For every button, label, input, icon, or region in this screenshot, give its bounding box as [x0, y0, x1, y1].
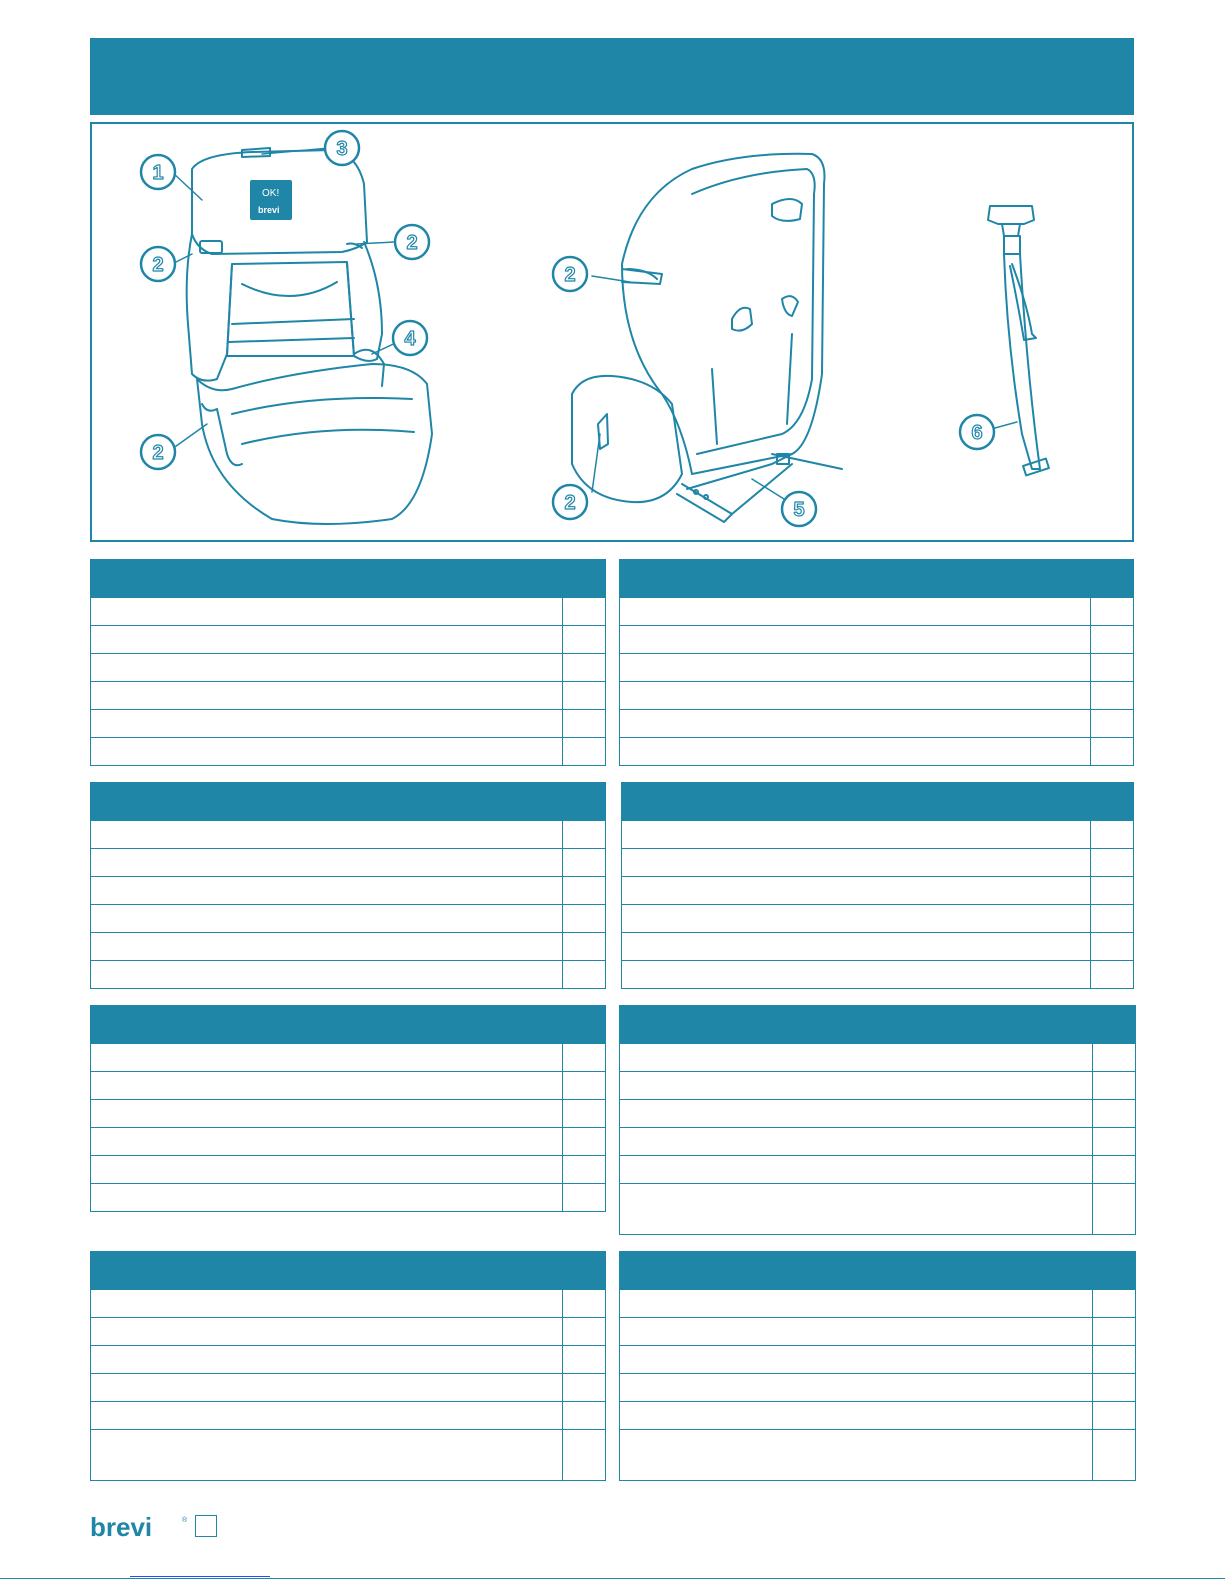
table-header: [91, 783, 605, 820]
table-row-number-cell: [1092, 1100, 1135, 1127]
table-row-number-cell: [1092, 1374, 1135, 1401]
table-header: [622, 783, 1133, 820]
table-row-number-cell: [562, 1100, 605, 1127]
table-row: [620, 1127, 1135, 1155]
table-row: [91, 597, 605, 625]
table-row: [622, 904, 1133, 932]
table-row-number-cell: [562, 598, 605, 625]
table-row: [91, 932, 605, 960]
parts-table: [619, 1005, 1136, 1235]
table-row-number-cell: [562, 905, 605, 932]
table-row: [91, 1099, 605, 1127]
table-row-number-cell: [1090, 933, 1133, 960]
table-row: [620, 1071, 1135, 1099]
table-row-number-cell: [1090, 821, 1133, 848]
brevi-logo-text: brevi: [90, 1513, 153, 1541]
table-row: [622, 960, 1133, 988]
table-row: [91, 1127, 605, 1155]
callout-leaders: [172, 148, 1017, 504]
table-row-number-cell: [1090, 738, 1133, 765]
table-header: [620, 1006, 1135, 1043]
table-row-number-cell: [562, 1402, 605, 1429]
parts-illustration: [92, 124, 1132, 540]
footer-rule: [0, 1578, 1225, 1579]
table-row-number-cell: [1092, 1430, 1135, 1480]
table-row: [620, 625, 1133, 653]
table-row: [91, 681, 605, 709]
table-row: [91, 625, 605, 653]
table-row-number-cell: [562, 1128, 605, 1155]
table-row-number-cell: [1090, 849, 1133, 876]
table-row: [620, 1155, 1135, 1183]
callout-label: 6: [971, 422, 983, 444]
table-row-number-cell: [562, 654, 605, 681]
callout-label: 1: [152, 162, 164, 184]
table-row: [620, 709, 1133, 737]
table-row-number-cell: [562, 849, 605, 876]
table-row: [91, 1043, 605, 1071]
table-row-number-cell: [562, 1290, 605, 1317]
table-row-number-cell: [562, 821, 605, 848]
parts-table: [619, 1251, 1136, 1481]
table-row: [91, 1071, 605, 1099]
table-row-number-cell: [1090, 598, 1133, 625]
table-header: [91, 560, 605, 597]
table-row-number-cell: [562, 1072, 605, 1099]
callout-label: 3: [336, 138, 348, 160]
table-row: [620, 1099, 1135, 1127]
table-row: [620, 597, 1133, 625]
table-row: [91, 876, 605, 904]
table-row: [91, 1429, 605, 1480]
table-row-number-cell: [562, 1044, 605, 1071]
table-row: [620, 1345, 1135, 1373]
tether-strap: [988, 206, 1049, 475]
brevi-logo: [90, 1513, 190, 1546]
table-row: [620, 1317, 1135, 1345]
table-row-number-cell: [1090, 654, 1133, 681]
table-header: [620, 560, 1133, 597]
table-row: [622, 932, 1133, 960]
table-row-number-cell: [562, 877, 605, 904]
table-row-number-cell: [1090, 961, 1133, 988]
parts-table: [619, 559, 1134, 766]
table-row: [91, 960, 605, 988]
table-row-number-cell: [562, 961, 605, 988]
table-row-number-cell: [562, 933, 605, 960]
table-row-number-cell: [1090, 877, 1133, 904]
table-row: [620, 681, 1133, 709]
table-row-number-cell: [1092, 1318, 1135, 1345]
parts-table: [90, 782, 606, 989]
parts-table: [621, 782, 1134, 989]
table-row-number-cell: [562, 1374, 605, 1401]
table-row-number-cell: [562, 1430, 605, 1480]
table-row-number-cell: [562, 710, 605, 737]
callout-label: 5: [793, 499, 805, 521]
callout-label: 2: [406, 232, 418, 254]
table-row: [620, 1043, 1135, 1071]
callout-label: 2: [152, 442, 164, 464]
table-row-number-cell: [562, 682, 605, 709]
page-number-box: [195, 1515, 217, 1537]
table-row-number-cell: [1092, 1044, 1135, 1071]
table-header: [620, 1252, 1135, 1289]
table-row-number-cell: [1090, 905, 1133, 932]
callout-label: 4: [404, 328, 416, 350]
table-row-number-cell: [1090, 710, 1133, 737]
callout-label: 2: [564, 492, 576, 514]
table-row-number-cell: [1090, 626, 1133, 653]
table-row-number-cell: [562, 738, 605, 765]
callout-label: 2: [564, 264, 576, 286]
table-row-number-cell: [1092, 1184, 1135, 1234]
table-row-number-cell: [1092, 1290, 1135, 1317]
table-row: [91, 1289, 605, 1317]
table-row: [622, 848, 1133, 876]
table-row: [91, 1373, 605, 1401]
title-bar: [90, 38, 1134, 115]
parts-table: [90, 1251, 606, 1481]
table-row-number-cell: [562, 1156, 605, 1183]
table-row: [91, 653, 605, 681]
table-row: [91, 1317, 605, 1345]
table-row: [91, 1401, 605, 1429]
table-row-number-cell: [1092, 1346, 1135, 1373]
headrest-logo-ok: OK!: [262, 188, 280, 199]
parts-table: [90, 559, 606, 766]
table-row: [620, 653, 1133, 681]
table-row-number-cell: [562, 1346, 605, 1373]
parts-figure: [90, 122, 1134, 542]
headrest-logo-brevi: brevi: [258, 205, 280, 215]
table-row-number-cell: [1092, 1156, 1135, 1183]
footer-link-line[interactable]: [130, 1576, 270, 1577]
table-row: [620, 1289, 1135, 1317]
table-row: [91, 820, 605, 848]
table-row-number-cell: [562, 1184, 605, 1211]
table-row: [91, 848, 605, 876]
callout-label: 2: [152, 254, 164, 276]
table-row-number-cell: [562, 1318, 605, 1345]
table-row: [91, 904, 605, 932]
table-row-number-cell: [1092, 1402, 1135, 1429]
parts-table: [90, 1005, 606, 1212]
table-row: [91, 1155, 605, 1183]
registered-mark: ®: [182, 1517, 188, 1524]
table-row-number-cell: [562, 626, 605, 653]
table-row-number-cell: [1090, 682, 1133, 709]
seat-side-view: [572, 154, 842, 522]
table-row: [622, 820, 1133, 848]
table-row: [620, 1401, 1135, 1429]
table-row: [91, 1345, 605, 1373]
table-row: [620, 1183, 1135, 1234]
table-row: [91, 737, 605, 765]
table-row: [91, 709, 605, 737]
table-header: [91, 1252, 605, 1289]
table-row-number-cell: [1092, 1128, 1135, 1155]
table-header: [91, 1006, 605, 1043]
table-row: [620, 737, 1133, 765]
table-row: [622, 876, 1133, 904]
table-row: [620, 1373, 1135, 1401]
table-row-number-cell: [1092, 1072, 1135, 1099]
table-row: [620, 1429, 1135, 1480]
table-row: [91, 1183, 605, 1211]
